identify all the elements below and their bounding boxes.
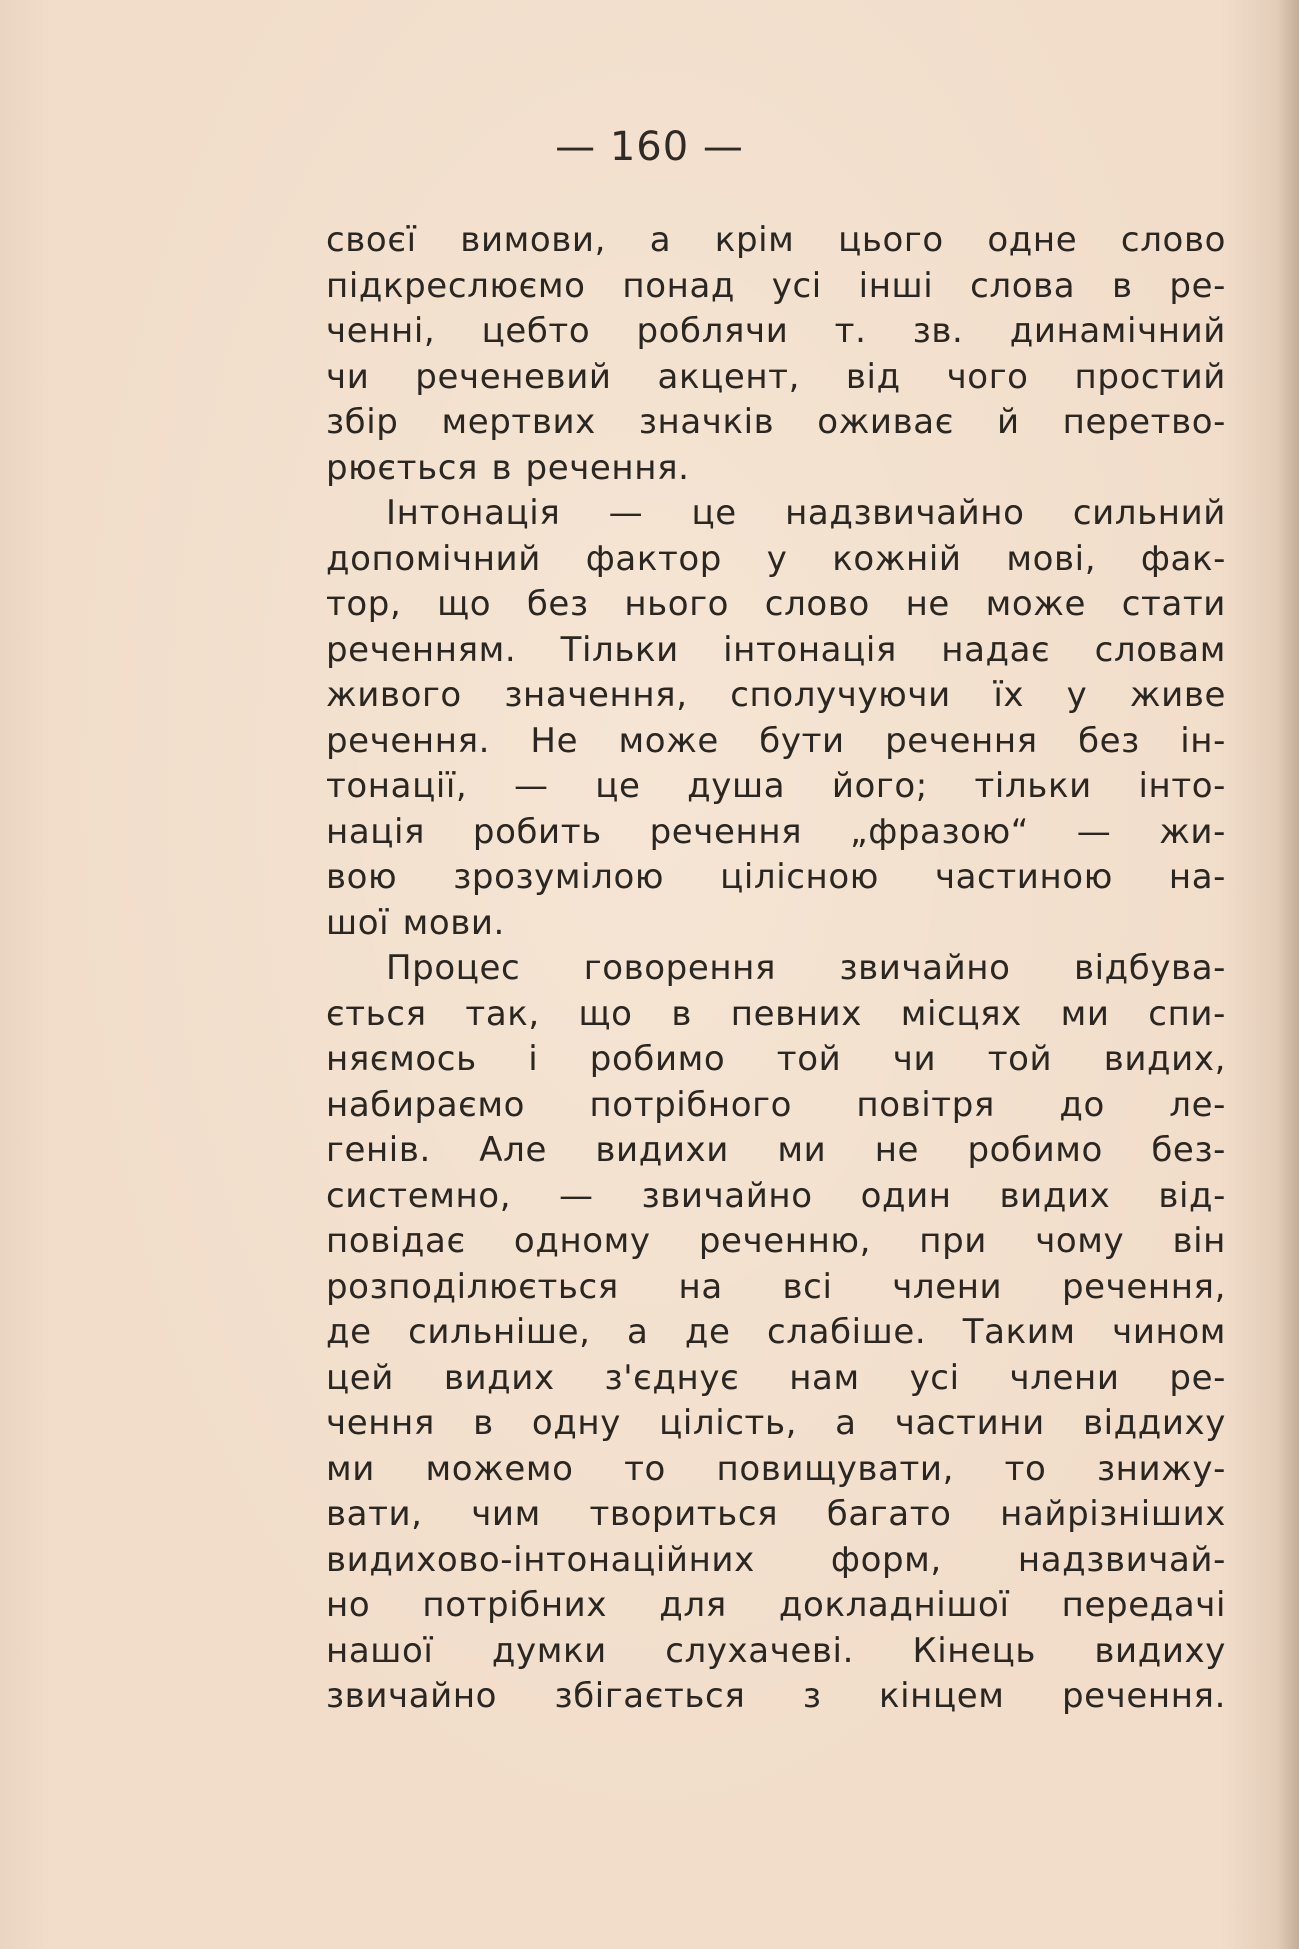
text-line: чи реченевий акцент, від чого простий [326, 356, 1226, 397]
text-line: вою зрозумілою цілісною частиною на- [326, 857, 1226, 897]
text-line: шої мови. [326, 902, 505, 943]
text-line: тор, що без нього слово не може стати [326, 584, 1226, 624]
text-line: ється так, що в певних місцях ми спи- [326, 993, 1226, 1034]
text-line: звичайно збігається з кінцем речення. [326, 1676, 1226, 1716]
text-line: набираємо потрібного повітря до ле- [326, 1084, 1226, 1125]
paragraph-2 [326, 491, 1226, 946]
paragraph-1 [326, 218, 1226, 491]
text-line: цей видих з'єднує нам усі члени ре- [326, 1357, 1226, 1398]
text-line: рюється в речення. [326, 447, 690, 488]
text-line: тонації, — це душа його; тільки інто- [326, 766, 1226, 806]
text-line: своєї вимови, а крім цього одне слово [326, 220, 1226, 260]
text-line: допомічний фактор у кожній мові, фак- [326, 538, 1226, 579]
text-line: де сильніше, а де слабіше. Таким чином [326, 1312, 1226, 1352]
page-edge-shadow [1277, 0, 1299, 1949]
text-line: вати, чим твориться багато найрізніших [326, 1494, 1226, 1534]
text-line: живого значення, сполучуючи їх у живе [326, 675, 1226, 715]
page-number: — 160 — [555, 124, 744, 170]
text-line: речення. Не може бути речення без ін- [326, 720, 1226, 761]
text-line: генів. Але видихи ми не робимо без- [326, 1130, 1226, 1170]
text-line: ченні, цебто роблячи т. зв. динамічний [326, 311, 1226, 351]
text-line: нашої думки слухачеві. Кінець видиху [326, 1630, 1226, 1671]
text-line: системно, — звичайно один видих від- [326, 1175, 1226, 1216]
text-line: Процес говорення звичайно відбува- [386, 948, 1226, 988]
text-line: чення в одну цілість, а частини віддиху [326, 1403, 1226, 1443]
text-line: підкреслюємо понад усі інші слова в ре- [326, 265, 1226, 306]
text-line: збір мертвих значків оживає й перетво- [326, 402, 1226, 442]
text-line: Інтонація — це надзвичайно сильний [386, 493, 1226, 533]
paragraph-3 [326, 946, 1226, 1720]
text-line: но потрібних для докладнішої передачі [326, 1585, 1226, 1625]
text-line: ми можемо то повищувати, то знижу- [326, 1448, 1226, 1489]
text-line: розподілюється на всі члени речення, [326, 1266, 1226, 1307]
text-line: нація робить речення „фразою“ — жи- [326, 811, 1226, 852]
body-text [326, 218, 1226, 1720]
text-line: реченням. Тільки інтонація надає словам [326, 629, 1226, 670]
text-line: няємось і робимо той чи той видих, [326, 1039, 1226, 1079]
text-line: повідає одному реченню, при чому він [326, 1221, 1226, 1261]
text-line: видихово-інтонаційних форм, надзвичай- [326, 1539, 1226, 1580]
